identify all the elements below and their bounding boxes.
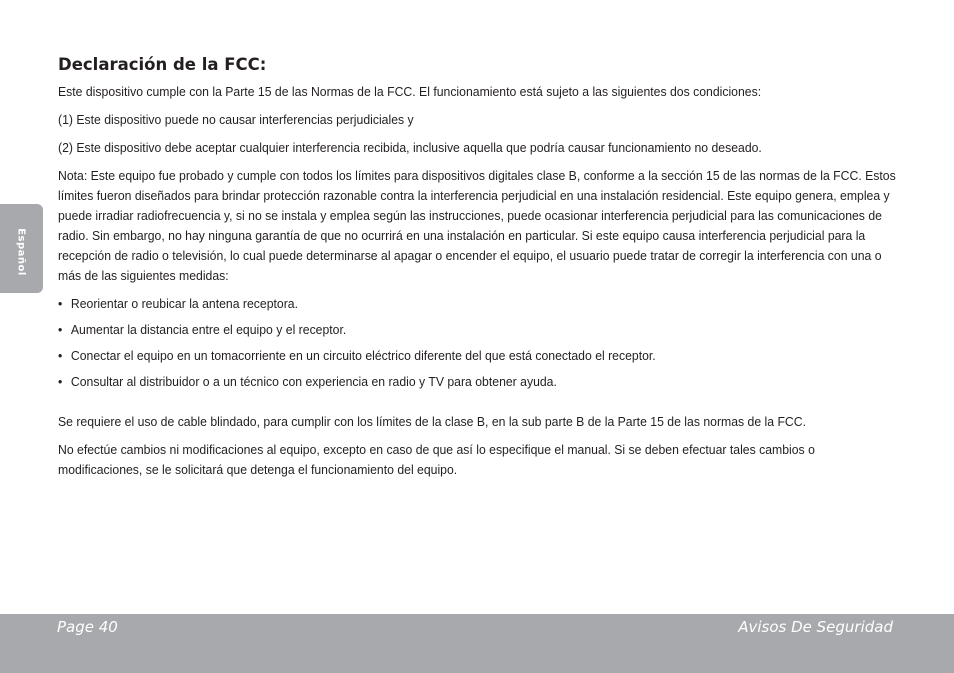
page-number: Page 40 [57, 618, 118, 636]
bullet-icon: • [58, 374, 63, 389]
list-item-text: Conectar el equipo en un tomacorriente en un circuito eléctrico diferente del que está conectado el receptor. [70, 348, 656, 363]
list-item [58, 372, 899, 392]
list-item [58, 346, 899, 366]
paragraph-condition-2: (2) Este dispositivo debe aceptar cualquier interferencia recibida, inclusive aquella que podría causar funcionamiento no deseado. [58, 140, 762, 155]
bullet-icon: • [58, 322, 63, 337]
page-footer [0, 614, 954, 673]
section-spacer [58, 398, 898, 412]
page-content [58, 54, 898, 488]
measures-list [58, 294, 898, 392]
list-item-text: Reorientar o reubicar la antena receptora. [70, 296, 299, 311]
paragraph-shielded-cable: Se requiere el uso de cable blindado, para cumplir con los límites de la clase B, en la sub parte B de la Parte 15 de las normas de la FCC. [58, 414, 807, 429]
list-item [58, 320, 899, 340]
paragraph-modifications: No efectúe cambios ni modificaciones al equipo, excepto en caso de que así lo especifique el manual. Si se deben efectuar tales cambios o modificaciones, se le solicitará que detenga el funcionamiento del equipo. [58, 442, 815, 477]
bullet-icon: • [58, 348, 63, 363]
list-item-text: Aumentar la distancia entre el equipo y el receptor. [70, 322, 347, 337]
language-tab-label: Español [15, 228, 27, 276]
section-title: Declaración de la FCC: [58, 55, 267, 74]
list-item [58, 294, 899, 314]
bullet-icon: • [58, 296, 63, 311]
list-item-text: Consultar al distribuidor o a un técnico con experiencia en radio y TV para obtener ayuda. [70, 374, 557, 389]
paragraph-condition-1: (1) Este dispositivo puede no causar interferencias perjudiciales y [58, 112, 414, 127]
paragraph-compliance: Este dispositivo cumple con la Parte 15 de las Normas de la FCC. El funcionamiento está sujeto a las siguientes dos condiciones: [58, 84, 762, 99]
paragraph-note: Nota: Este equipo fue probado y cumple con todos los límites para dispositivos digitales clase B, conforme a la sección 15 de las normas de la FCC. Estos límites fueron diseñados para brindar protección razonable contra la interferencia perjudicial en una instalación residencial. Este equipo genera, emplea y puede irradiar radiofrecuencia y, si no se instala y emplea según las instrucciones, puede ocasionar interferencia perjudicial para las comunicaciones de radio. Sin embargo, no hay ninguna garantía de que no ocurrirá en una instalación en particular. Si este equipo causa interferencia perjudicial para la recepción de radio o televisión, lo cual puede determinarse al apagar o encender el equipo, el usuario puede tratar de corregir la interferencia con una o más de las siguientes medidas: [58, 168, 896, 283]
language-side-tab [0, 204, 43, 293]
section-name: Avisos De Seguridad [738, 618, 893, 636]
